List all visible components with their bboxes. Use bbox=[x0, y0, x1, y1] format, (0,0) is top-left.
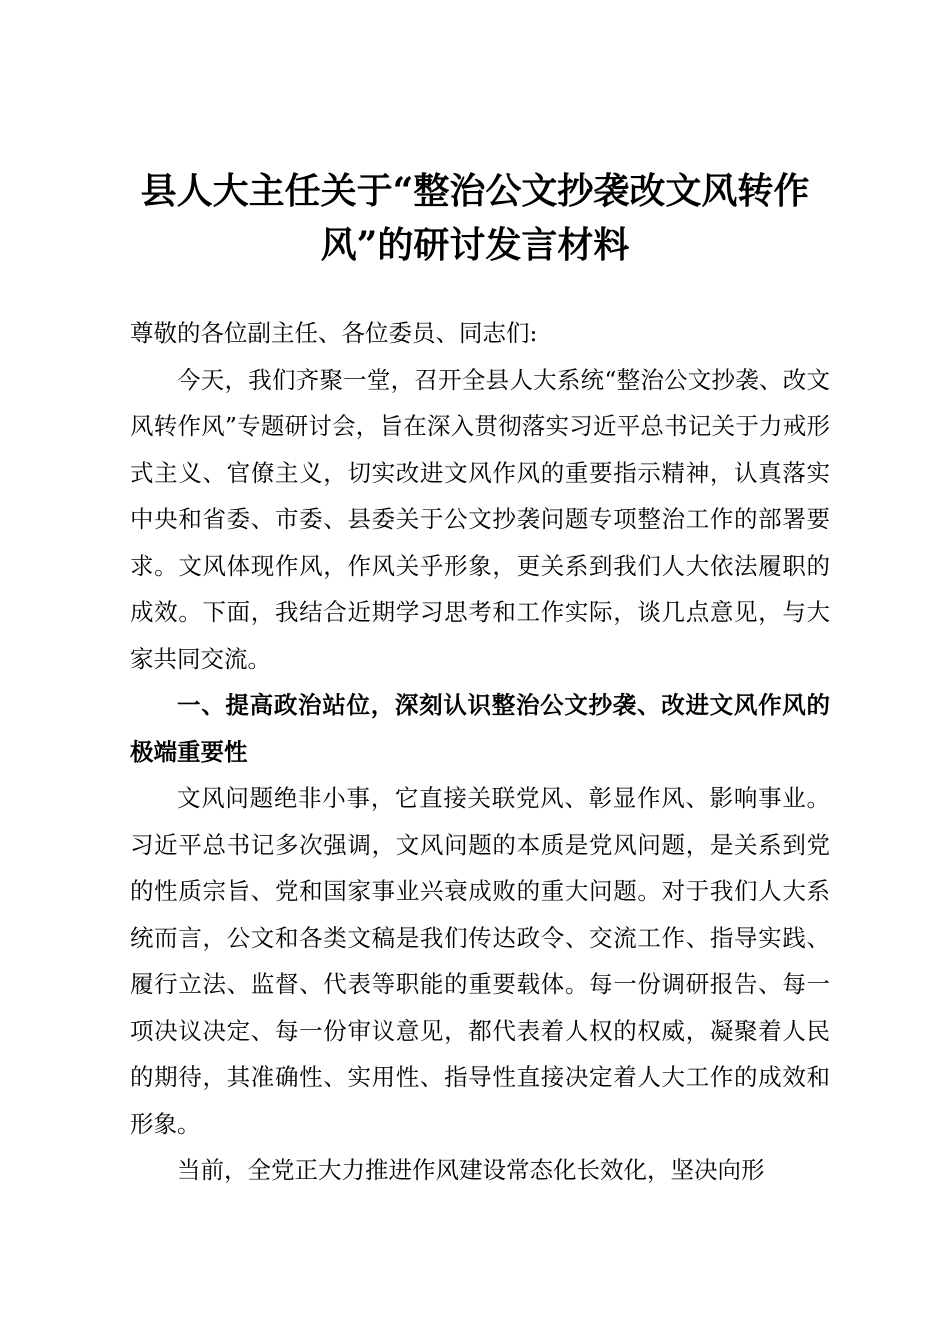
section-1-paragraph-1: 文风问题绝非小事，它直接关联党风、彰显作风、影响事业。习近平总书记多次强调，文风问题的本质是党风问题，是关系到党的性质宗旨、党和国家事业兴衰成败的重大问题。对于我们人大系统而言，公文和各类文稿是我们传达政令、交流工作、指导实践、履行立法、监督、代表等职能的重要载体。每一份调研报告、每一项决议决定、每一份审议意见，都代表着人权的权威，凝聚着人民的期待，其准确性、实用性、指导性直接决定着人大工作的成效和形象。 bbox=[130, 784, 830, 1138]
section-heading-1: 一、提高政治站位，深刻认识整治公文抄袭、改进文风作风的极端重要性 bbox=[130, 691, 830, 766]
intro-paragraph: 今天，我们齐聚一堂，召开全县人大系统“整治公文抄袭、改文风转作风”专题研讨会，旨在深入贯彻落实习近平总书记关于力戒形式主义、官僚主义，切实改进文风作风的重要指示精神，认真落实中央和省委、市委、县委关于公文抄袭问题专项整治工作的部署要求。文风体现作风，作风关乎形象，更关系到我们人大依法履职的成效。下面，我结合近期学习思考和工作实际，谈几点意见，与大家共同交流。 bbox=[130, 365, 830, 673]
title-line-2: 风”的研讨发言材料 bbox=[320, 224, 630, 266]
title-line-1: 县人大主任关于“整治公文抄袭改文风转作 bbox=[140, 170, 810, 212]
document-body bbox=[130, 310, 830, 1194]
salutation: 尊敬的各位副主任、各位委员、同志们: bbox=[130, 319, 538, 347]
section-1-paragraph-2: 当前，全党正大力推进作风建设常态化长效化，坚决向形 bbox=[177, 1156, 765, 1184]
document-title bbox=[120, 164, 830, 272]
